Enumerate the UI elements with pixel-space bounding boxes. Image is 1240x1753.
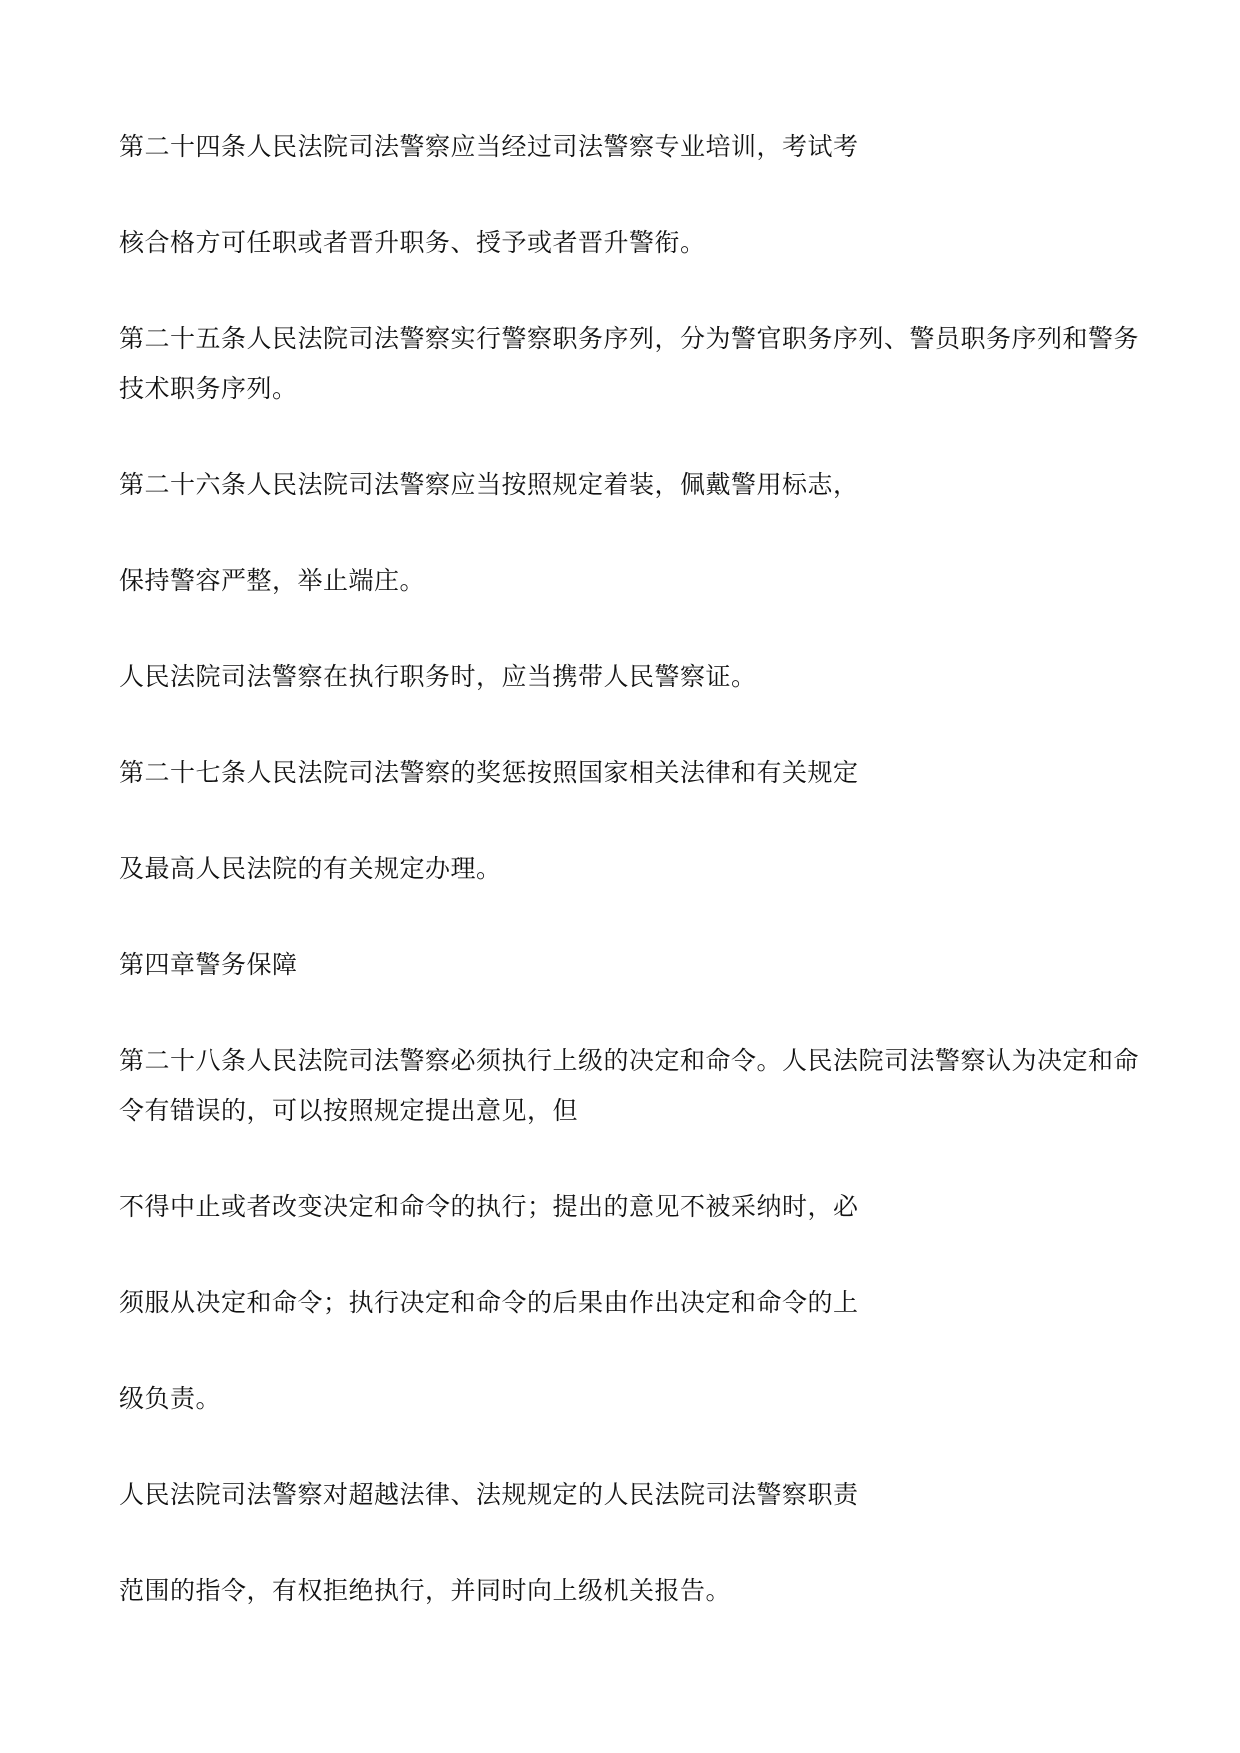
- text-line-article-27-part-1: 第二十七条人民法院司法警察的奖惩按照国家相关法律和有关规定: [119, 758, 859, 787]
- text-line-article-24-part-2: 核合格方可任职或者晋升职务、授予或者晋升警衔。: [119, 228, 706, 257]
- text-line-article-28-part-6: 人民法院司法警察对超越法律、法规规定的人民法院司法警察职责: [119, 1480, 859, 1509]
- text-line-article-27-part-2: 及最高人民法院的有关规定办理。: [119, 854, 502, 883]
- text-line-article-28-part-7: 范围的指令，有权拒绝执行，并同时向上级机关报告。: [119, 1576, 732, 1605]
- text-line-article-28-part-4: 须服从决定和命令；执行决定和命令的后果由作出决定和命令的上: [119, 1288, 859, 1317]
- text-line-article-28-part-1: 第二十八条人民法院司法警察必须执行上级的决定和命令。人民法院司法警察认为决定和命: [119, 1046, 1140, 1075]
- text-line-article-28-part-3: 不得中止或者改变决定和命令的执行；提出的意见不被采纳时，必: [119, 1192, 859, 1221]
- text-line-article-24-part-1: 第二十四条人民法院司法警察应当经过司法警察专业培训，考试考: [119, 132, 859, 161]
- text-line-article-26-part-3: 人民法院司法警察在执行职务时，应当携带人民警察证。: [119, 662, 757, 691]
- text-line-article-28-part-2: 令有错误的，可以按照规定提出意见，但: [119, 1096, 579, 1125]
- text-line-article-25-part-2: 技术职务序列。: [119, 374, 298, 403]
- text-line-article-28-part-5: 级负责。: [119, 1384, 222, 1413]
- text-line-article-26-part-2: 保持警容严整，举止端庄。: [119, 566, 426, 595]
- text-line-article-25-part-1: 第二十五条人民法院司法警察实行警察职务序列，分为警官职务序列、警员职务序列和警务: [119, 324, 1140, 353]
- chapter-heading: 第四章警务保障: [119, 950, 298, 979]
- text-line-article-26-part-1: 第二十六条人民法院司法警察应当按照规定着装，佩戴警用标志，: [119, 470, 859, 499]
